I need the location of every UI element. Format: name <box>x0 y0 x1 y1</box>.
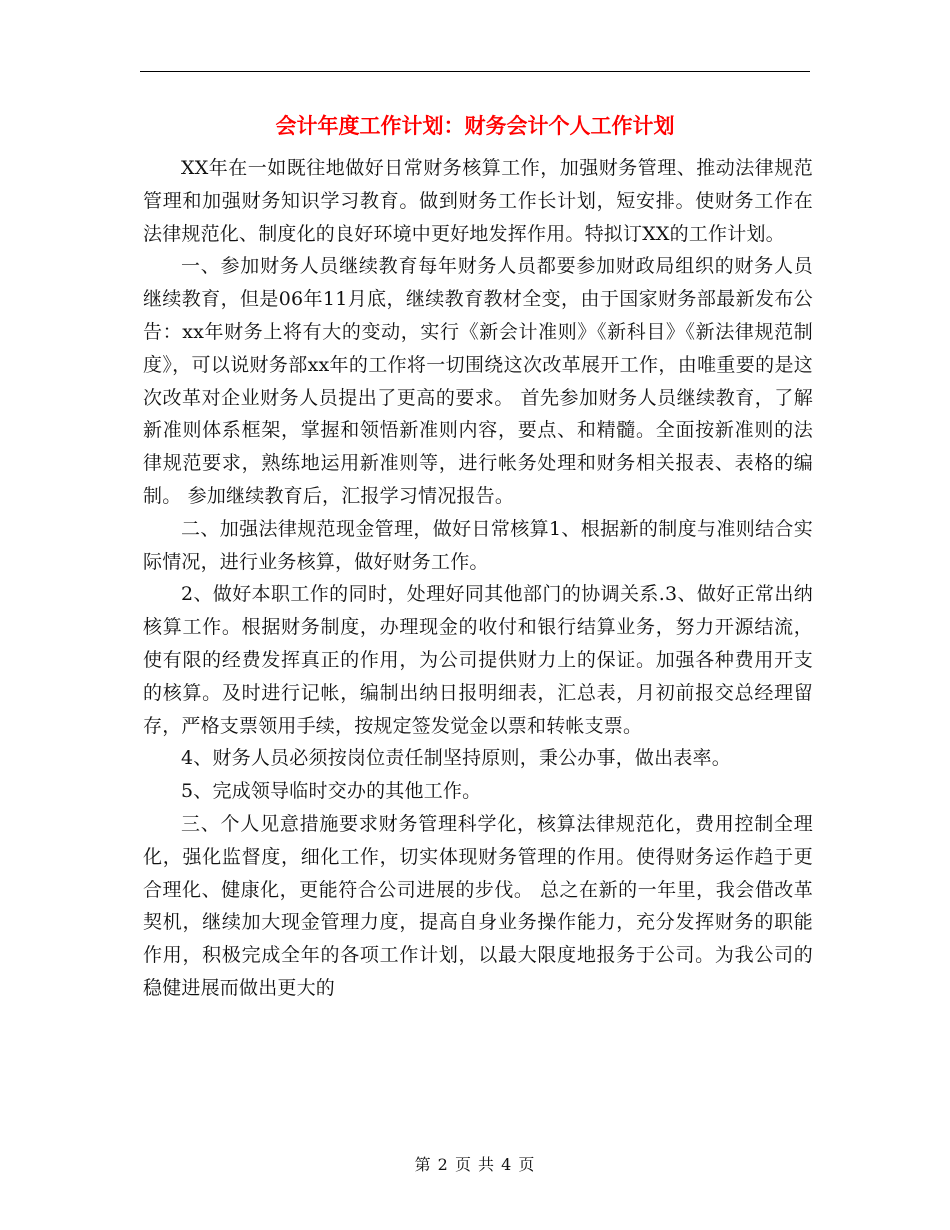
paragraph-other-tasks: 5、完成领导临时交办的其他工作。 <box>181 780 482 803</box>
document-body <box>143 152 813 1005</box>
document-title: 会计年度工作计划：财务会计个人工作计划 <box>275 114 675 138</box>
paragraph-suggestions: 三、个人见意措施要求财务管理科学化，核算法律规范化，费用控制全理化，强化监督度，细化工作，切实体现财务管理的作用。使得财务运作趋于更合理化、健康化，更能符合公司进展的步伐。 总之在新的一年里，我会借改革契机，继续加大现金管理力度，提高自身业务操作能力，充分发挥财务的职能作用，积极完成全年的各项工作计划，以最大限度地报务于公司。为我公司的稳健进展而做出更大的 <box>143 812 813 999</box>
paragraph-continuing-education: 一、参加财务人员继续教育每年财务人员都要参加财政局组织的财务人员继续教育，但是06年11月底，继续教育教材全变，由于国家财务部最新发布公告：xx年财务上将有大的变动，实行《新会计准则》《新科目》《新法律规范制度》，可以说财务部xx年的工作将一切围绕这次改革展开工作，由唯重要的是这次改革对企业财务人员提出了更高的要求。 首先参加财务人员继续教育，了解新准则体系框架，掌握和领悟新准则内容，要点、和精髓。全面按新准则的法律规范要求，熟练地运用新准则等，进行帐务处理和财务相关报表、表格的编制。 参加继续教育后，汇报学习情况报告。 <box>143 255 813 507</box>
paragraph-intro: XX年在一如既往地做好日常财务核算工作，加强财务管理、推动法律规范管理和加强财务知识学习教育。做到财务工作长计划，短安排。使财务工作在法律规范化、制度化的良好环境中更好地发挥作用。特拟订XX的工作计划。 <box>143 157 813 245</box>
paragraph-principles: 4、财务人员必须按岗位责任制坚持原则，秉公办事，做出表率。 <box>181 747 731 770</box>
paragraph-cash-management: 二、加强法律规范现金管理，做好日常核算1、根据新的制度与准则结合实际情况，进行业务核算，做好财务工作。 <box>143 517 813 573</box>
page-number-footer: 第 2 页 共 4 页 <box>414 1155 536 1174</box>
header-rule <box>140 71 810 72</box>
paragraph-coordination: 2、做好本职工作的同时，处理好同其他部门的协调关系.3、做好正常出纳核算工作。根据财务制度，办理现金的收付和银行结算业务，努力开源结流，使有限的经费发挥真正的作用，为公司提供财力上的保证。加强各种费用开支的核算。及时进行记帐，编制出纳日报明细表，汇总表，月初前报交总经理留存，严格支票领用手续，按规定签发觉金以票和转帐支票。 <box>143 583 813 737</box>
